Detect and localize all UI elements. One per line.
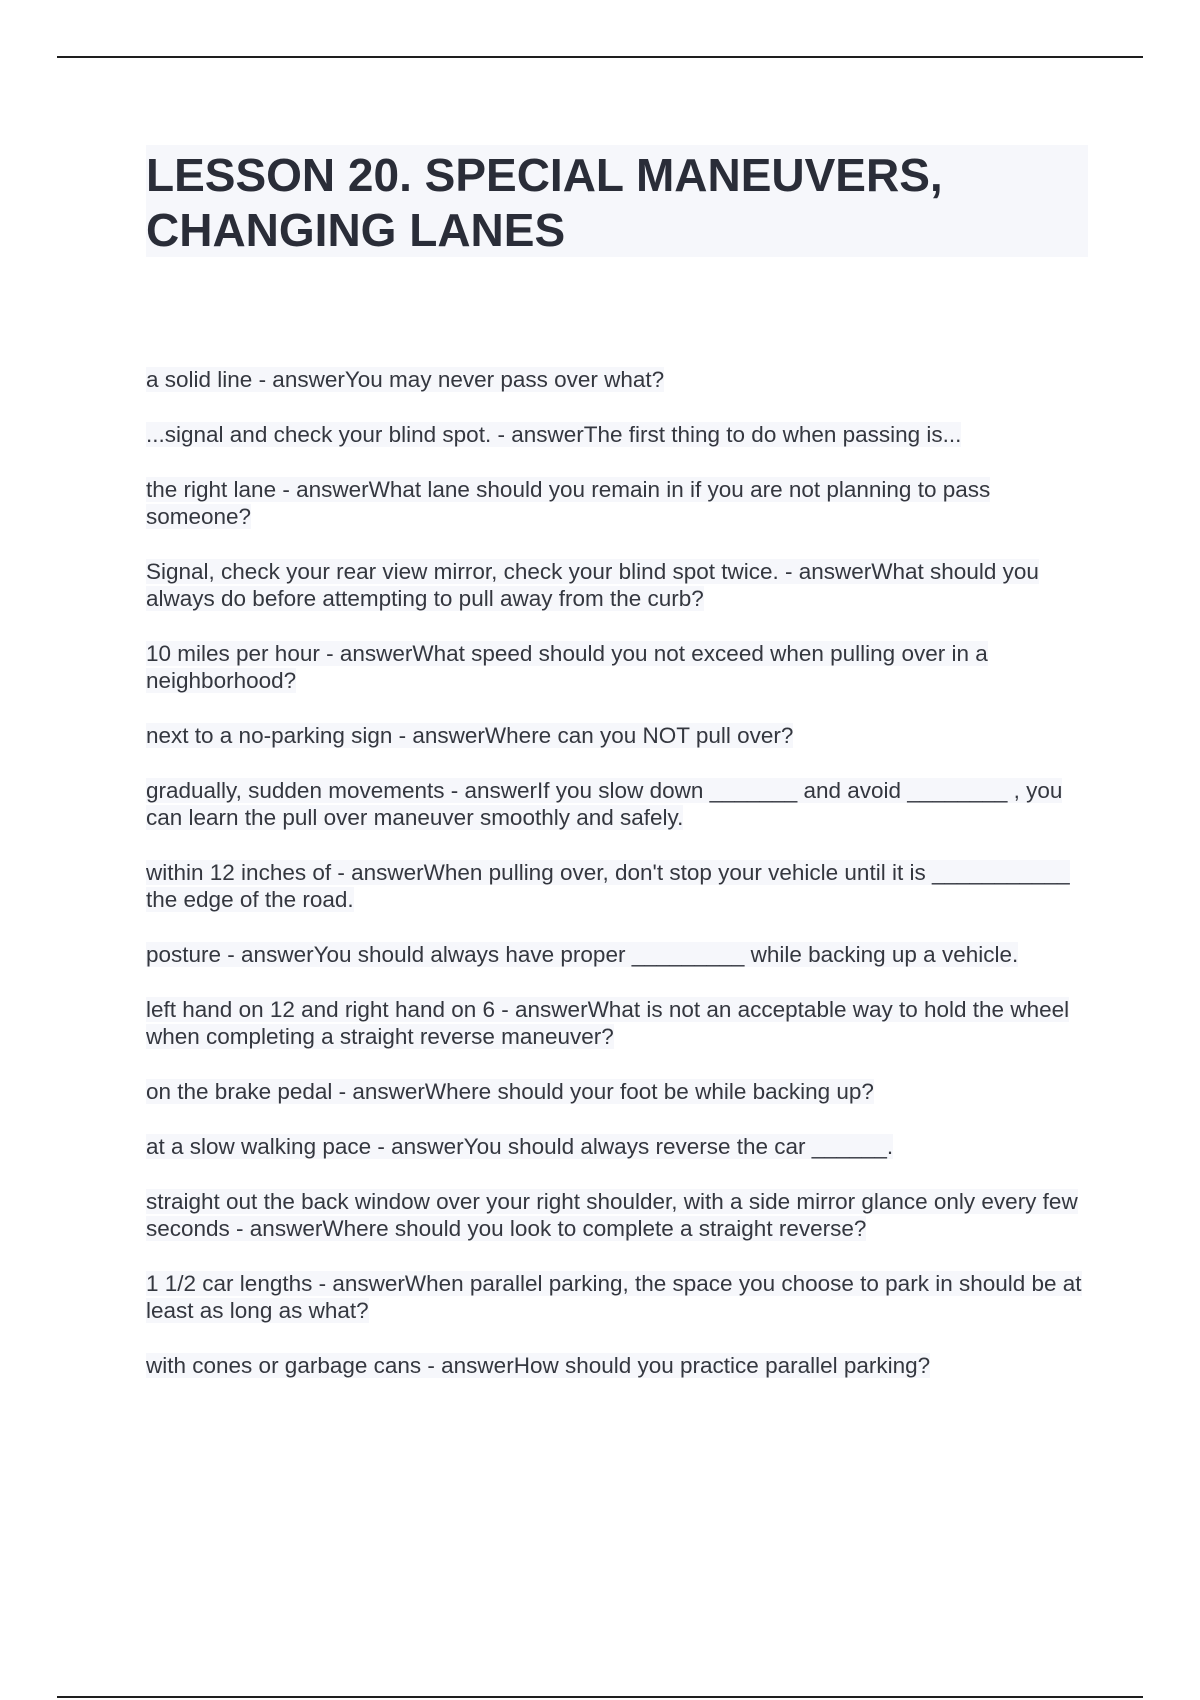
qa-item-text: gradually, sudden movements - answerIf you slow down _______ and avoid ________ , you can learn the pull over maneuver smoothly and safely.	[146, 778, 1063, 830]
qa-item-text: next to a no-parking sign - answerWhere can you NOT pull over?	[146, 723, 794, 748]
qa-item-text: within 12 inches of - answerWhen pulling over, don't stop your vehicle until it is ___________ the edge of the road.	[146, 860, 1070, 912]
qa-item-3	[146, 476, 1096, 530]
qa-item-text: the right lane - answerWhat lane should you remain in if you are not planning to pass someone?	[146, 477, 991, 529]
qa-item-13	[146, 1188, 1096, 1242]
qa-item-text: on the brake pedal - answerWhere should your foot be while backing up?	[146, 1079, 874, 1104]
qa-item-7	[146, 777, 1096, 831]
qa-item-text: at a slow walking pace - answerYou should always reverse the car ______.	[146, 1134, 894, 1159]
qa-item-2	[146, 421, 1096, 448]
qa-item-text: straight out the back window over your right shoulder, with a side mirror glance only every few seconds - answerWhere should you look to complete a straight reverse?	[146, 1189, 1078, 1241]
top-divider	[57, 56, 1143, 58]
qa-item-11	[146, 1078, 1096, 1105]
qa-item-text: a solid line - answerYou may never pass over what?	[146, 367, 665, 392]
qa-item-4	[146, 558, 1096, 612]
qa-item-8	[146, 859, 1096, 913]
qa-list	[146, 366, 1096, 1407]
page-title-line-1: LESSON 20. SPECIAL MANEUVERS,	[146, 149, 943, 201]
qa-item-10	[146, 996, 1096, 1050]
qa-item-5	[146, 640, 1096, 694]
qa-item-14	[146, 1270, 1096, 1324]
qa-item-text: 10 miles per hour - answerWhat speed should you not exceed when pulling over in a neighborhood?	[146, 641, 988, 693]
page-title-line-2: CHANGING LANES	[146, 204, 566, 256]
qa-item-6	[146, 722, 1096, 749]
qa-item-text: posture - answerYou should always have proper _________ while backing up a vehicle.	[146, 942, 1019, 967]
qa-item-12	[146, 1133, 1096, 1160]
bottom-divider	[57, 1696, 1143, 1698]
qa-item-text: Signal, check your rear view mirror, check your blind spot twice. - answerWhat should you always do before attempting to pull away from the curb?	[146, 559, 1039, 611]
qa-item-1	[146, 366, 1096, 393]
qa-item-text: left hand on 12 and right hand on 6 - answerWhat is not an acceptable way to hold the wheel when completing a straight reverse maneuver?	[146, 997, 1070, 1049]
title-block	[146, 145, 1088, 257]
page-title	[146, 145, 1088, 258]
qa-item-9	[146, 941, 1096, 968]
qa-item-text: ...signal and check your blind spot. - answerThe first thing to do when passing is...	[146, 422, 962, 447]
qa-item-15	[146, 1352, 1096, 1379]
qa-item-text: with cones or garbage cans - answerHow should you practice parallel parking?	[146, 1353, 931, 1378]
qa-item-text: 1 1/2 car lengths - answerWhen parallel parking, the space you choose to park in should be at least as long as what?	[146, 1271, 1082, 1323]
